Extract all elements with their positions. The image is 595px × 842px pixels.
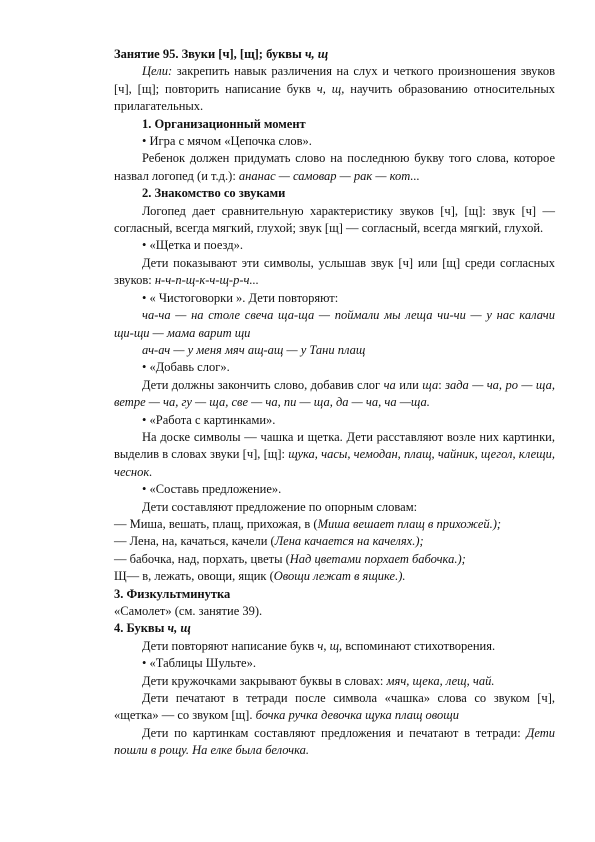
line3b: Над цветами порхает бабочка.); xyxy=(289,551,466,566)
section4-bullet: • «Таблицы Шульте». xyxy=(142,656,256,671)
s1-example: ананас — самовар — рак — кот... xyxy=(238,168,420,183)
section1-bullet: • Игра с мячом «Цепочка слов». xyxy=(142,134,312,149)
goals-paragraph xyxy=(114,63,555,115)
goals-text1: закрепить навык различения на слух и четкого произношения звуков [ч], [щ]; повторить написание букв xyxy=(114,64,555,96)
section4-text2 xyxy=(114,673,555,690)
section2-bullet5: • «Составь предложение». xyxy=(142,482,282,497)
lesson-title xyxy=(114,46,555,63)
section2-heading: 2. Знакомство со звуками xyxy=(142,186,286,201)
s4-text1a: Дети повторяют написание букв xyxy=(142,638,318,653)
s4-l1: ч xyxy=(317,638,324,653)
s4-text4b: Дети пошли в рощу. На елке была белочка. xyxy=(114,725,555,758)
section4-text3 xyxy=(114,690,555,725)
line2b: Лена качается на качелях.); xyxy=(274,534,424,549)
s4-text2b: мяч, щека, лещ, чай. xyxy=(386,673,495,688)
s2-text2: Дети показывают эти символы, услышав звук [ч] или [щ] среди согласных звуков: xyxy=(114,255,555,288)
section2-text5: Дети составляют предложение по опорным словам: xyxy=(142,499,418,514)
title-letters: ч, щ xyxy=(304,47,329,61)
sentence-line-3 xyxy=(114,551,555,568)
s4-text3b: бочка ручка девочка щука плащ овощи xyxy=(255,708,459,723)
s2-words: щука, часы, чемодан, плащ, чайник, щегол, клещи, чеснок. xyxy=(114,447,555,479)
section2-bullet2: • « Чистоговорки ». Дети повторяют: xyxy=(142,290,339,305)
section2-text3 xyxy=(114,377,555,412)
goals-letter-sch: щ, xyxy=(331,81,345,96)
s2-text3a: Дети должны закончить слово, добавив слог xyxy=(142,377,384,392)
sentence-line-1 xyxy=(114,516,555,533)
goals-letter-ch: ч, xyxy=(316,81,326,96)
line4a: Щ— в, лежать, овощи, ящик ( xyxy=(114,569,274,584)
section2-bullet1: • «Щетка и поезд». xyxy=(142,238,243,253)
s4-text4a: Дети по картинкам составляют предложения и печатают в тетради: xyxy=(142,725,527,740)
section2-text2 xyxy=(114,255,555,290)
s4-heading-text: 4. Буквы xyxy=(114,621,168,636)
s1-text: Ребенок должен придумать слово на последнюю букву того слова, которое назвал логопед (и т.д.): xyxy=(114,151,555,183)
line1b: Миша вешает плащ в прихожей.); xyxy=(317,516,502,531)
syllable-scha: ща xyxy=(422,377,439,392)
sentence-line-4 xyxy=(114,568,555,585)
title-text: Занятие 95. Звуки [ч], [щ]; буквы xyxy=(114,47,305,61)
section4-text4 xyxy=(114,725,555,760)
goals-label: Цели: xyxy=(142,64,173,79)
line4b: Овощи лежат в ящике.). xyxy=(273,569,406,584)
s4-heading-letters: ч, щ xyxy=(167,621,191,636)
section2-bullet3: • «Добавь слог». xyxy=(142,360,230,375)
s4-text1b: , вспоминают стихотворения. xyxy=(339,638,496,653)
s4-text2a: Дети кружочками закрывают буквы в словах: xyxy=(142,673,387,688)
chistogovorki-2: ач-ач — у меня мяч ащ-ащ — у Тани плащ xyxy=(142,342,366,357)
s4-text3a: Дети печатают в тетради после символа «чашка» слова со звуком [ч], «щетка» — со звуком [щ]. xyxy=(114,691,555,723)
s2-text3b: : xyxy=(438,377,446,392)
section2-text4 xyxy=(114,429,555,481)
syllable-cha: ча xyxy=(383,377,396,392)
section2-bullet4: • «Работа с картинками». xyxy=(142,412,276,427)
section4-text1 xyxy=(114,638,555,655)
sentence-line-2 xyxy=(114,533,555,550)
section1-heading: 1. Организационный момент xyxy=(142,116,306,131)
s4-comma: , xyxy=(323,638,330,653)
chistogovorki-1: ча-ча — на столе свеча ща-ща — поймали мы леща чи-чи — у нас калачи щи-щи — мама варит щи xyxy=(114,308,555,340)
section1-text xyxy=(114,150,555,185)
line3a: — бабочка, над, порхать, цветы ( xyxy=(114,551,290,566)
s2-text4: На доске символы — чашка и щетка. Дети расставляют возле них картинки, выделив в словах звуки [ч], [щ]: xyxy=(114,429,555,462)
s4-l2: щ xyxy=(329,638,339,653)
document-page xyxy=(114,46,555,760)
goals-text2: научить образованию относительных прилагательных. xyxy=(114,81,556,114)
section3-text: «Самолет» (см. занятие 39). xyxy=(114,604,263,618)
section2-text1: Логопед дает сравнительную характеристику звуков [ч], [щ]: звук [ч] — согласный, всегда мягкий, глухой; звук [щ] — согласный, всегда мягкий, глухой. xyxy=(114,203,555,236)
line1a: — Миша, вешать, плащ, прихожая, в ( xyxy=(114,516,318,531)
section4-heading xyxy=(114,620,555,637)
section3-heading: 3. Физкультминутка xyxy=(114,586,231,601)
line2a: — Лена, на, качаться, качели ( xyxy=(114,534,275,549)
s2-or: или xyxy=(395,377,423,392)
s2-sounds: н-ч-п-щ-к-ч-щ-р-ч... xyxy=(154,273,259,288)
s2-text3c: зада — ча, ро — ща, ветре — ча, гу — ща, све — ча, пи — ща, да — ча, ча —ща. xyxy=(114,377,555,410)
